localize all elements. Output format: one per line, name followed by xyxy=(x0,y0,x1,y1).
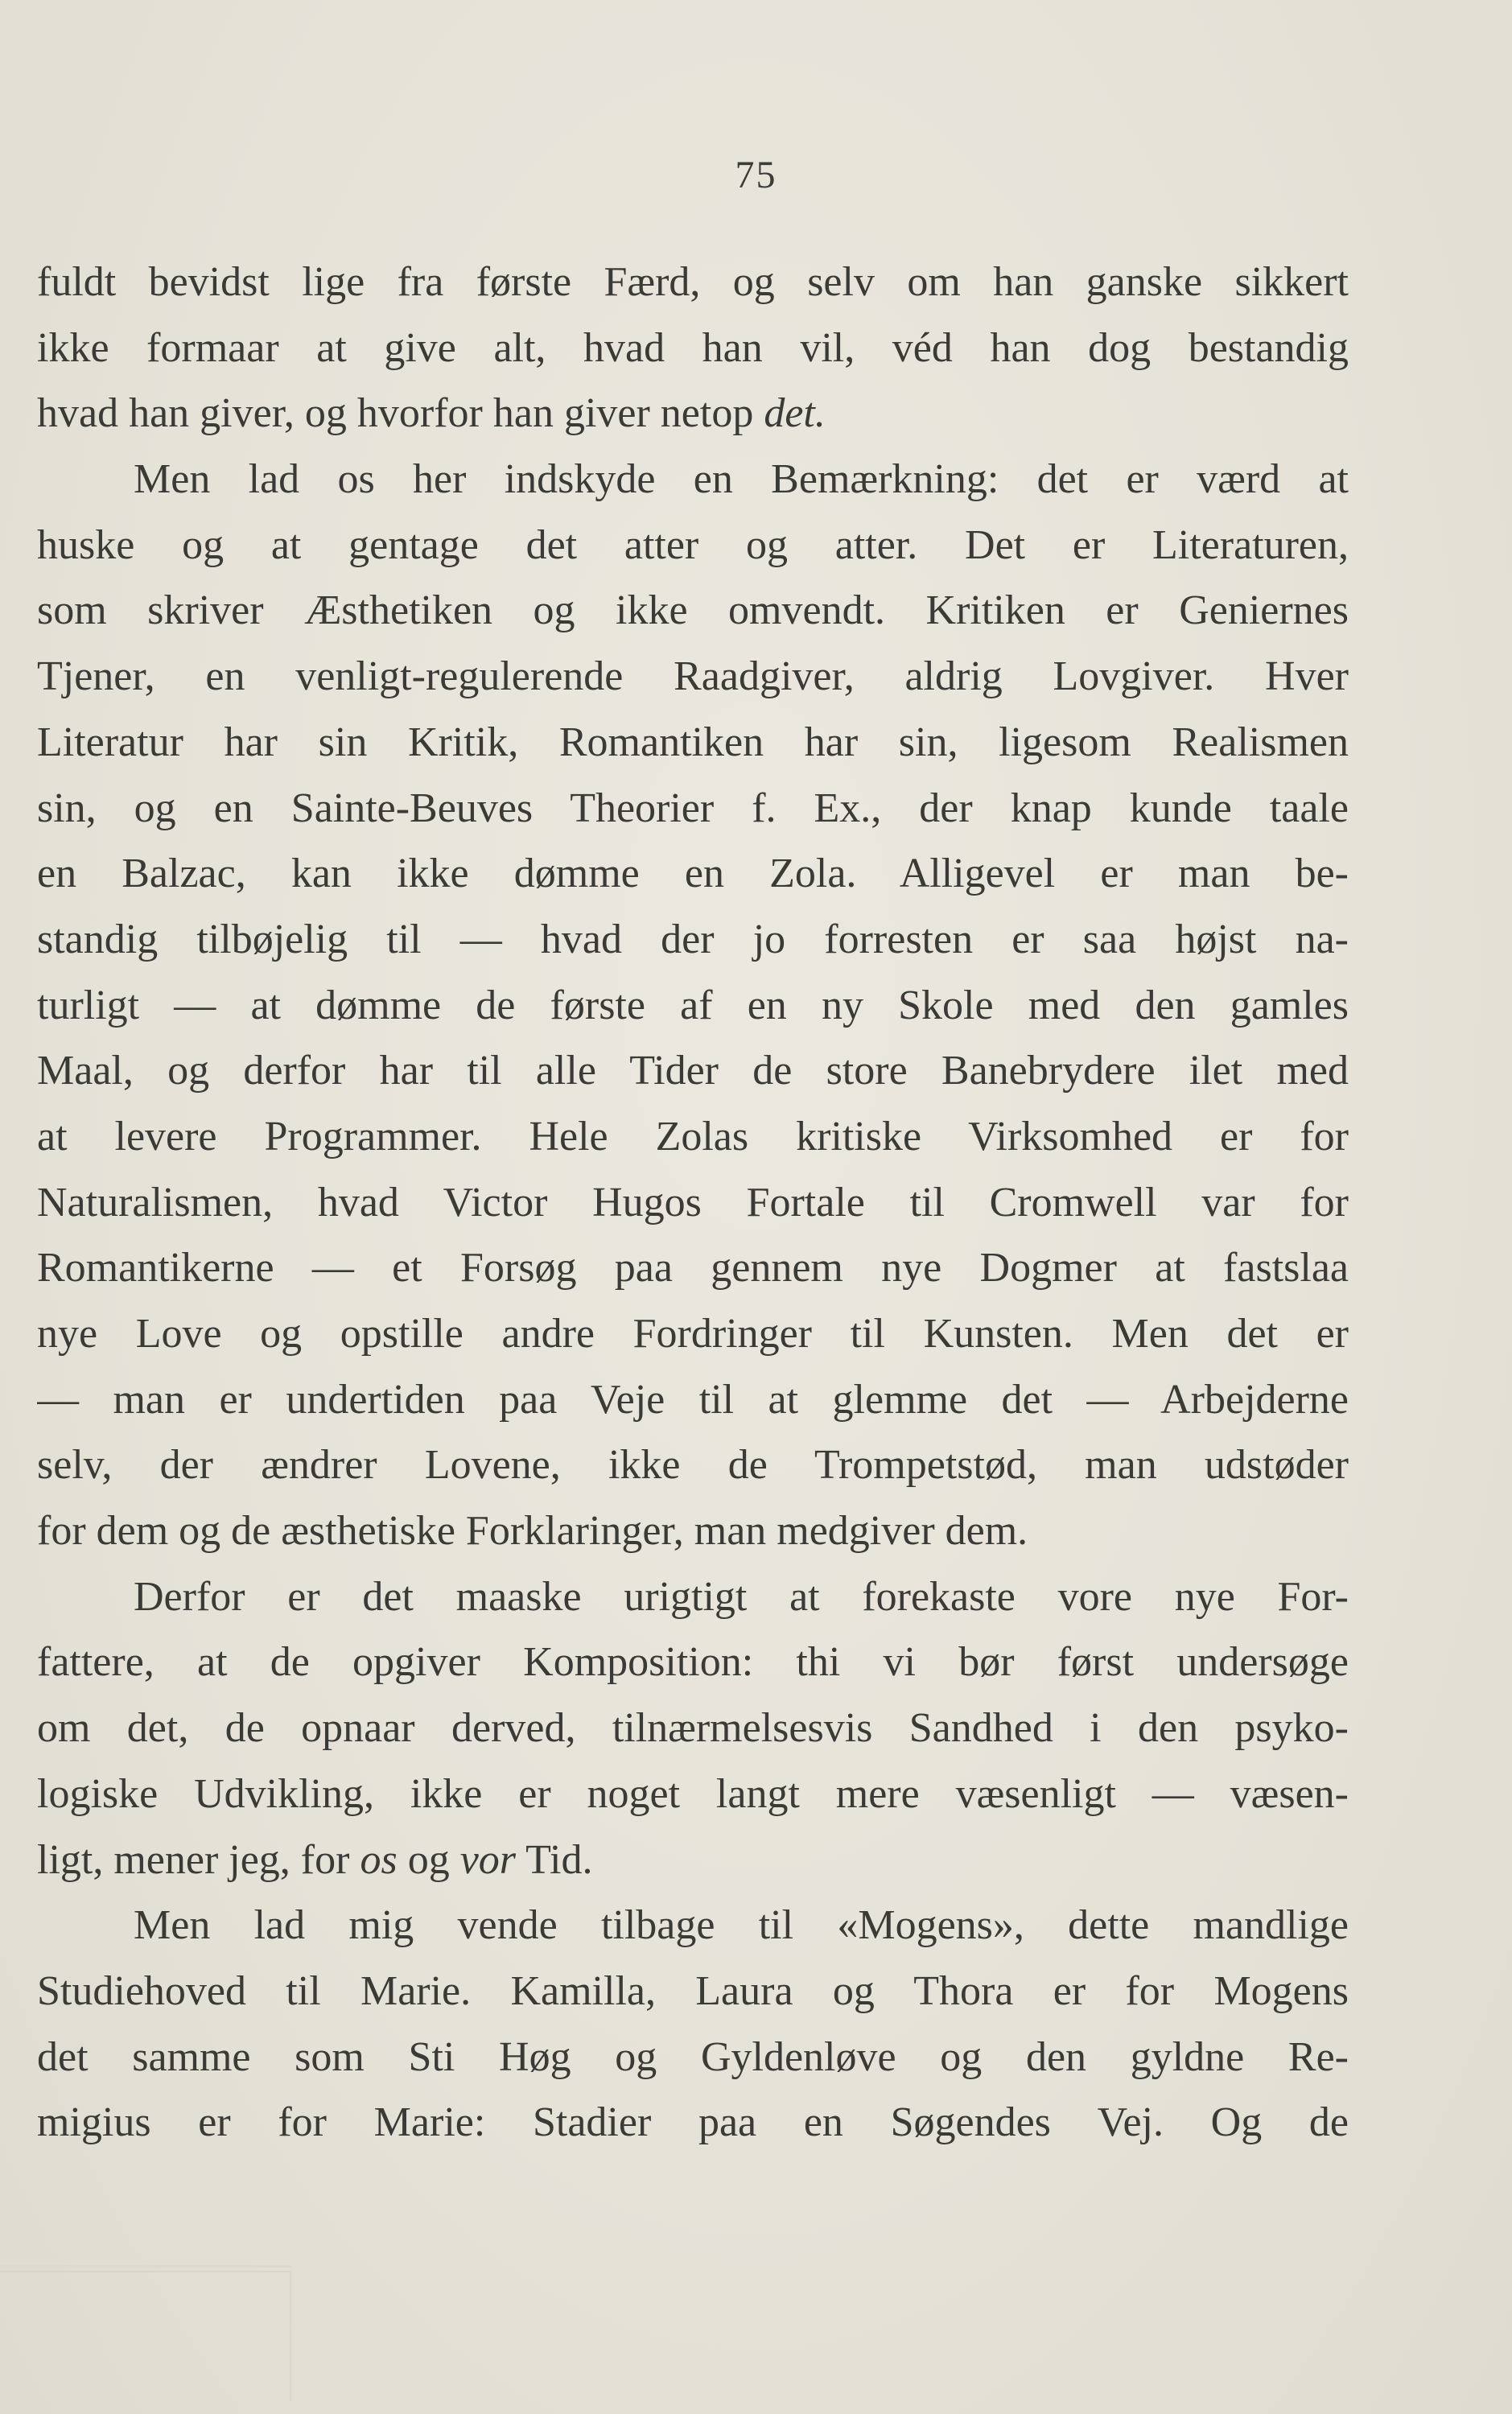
text-line xyxy=(37,1170,1349,1236)
text-segment: hvad han giver, og hvorfor han giver netop xyxy=(37,390,764,437)
text-segment: — man er undertiden paa Veje til at glemme det — Arbejderne xyxy=(37,1376,1349,1423)
text-segment: standig tilbøjelig til — hvad der jo forresten er saa højst na- xyxy=(37,916,1349,962)
text-segment: Tjener, en venligt-regulerende Raadgiver, aldrig Lovgiver. Hver xyxy=(37,653,1349,700)
text-segment: en Balzac, kan ikke dømme en Zola. Alligevel er man be- xyxy=(37,851,1349,897)
text-segment: Naturalismen, hvad Victor Hugos Fortale til Cromwell var for xyxy=(37,1179,1349,1226)
text-line xyxy=(37,2090,1349,2156)
text-segment: og xyxy=(397,1836,460,1883)
text-segment: Men lad os her indskyde en Bemærkning: det er værd at xyxy=(134,456,1349,503)
text-line xyxy=(37,578,1349,644)
text-segment: migius er for Marie: Stadier paa en Søgendes Vej. Og de xyxy=(37,2099,1349,2146)
text-line xyxy=(37,1038,1349,1104)
text-line xyxy=(37,973,1349,1039)
text-line xyxy=(37,315,1349,381)
text-line xyxy=(37,513,1349,579)
text-segment: fattere, at de opgiver Komposition: thi vi bør først undersøge xyxy=(37,1639,1349,1686)
text-segment: for dem og de æsthetiske Forklaringer, man medgiver dem. xyxy=(37,1508,1028,1555)
text-line xyxy=(37,1629,1349,1695)
text-segment: nye Love og opstille andre Fordringer til Kunsten. Men det er xyxy=(37,1311,1349,1357)
text-segment: sin, og en Sainte-Beuves Theorier f. Ex., der knap kunde taale xyxy=(37,785,1349,831)
text-line xyxy=(37,249,1349,315)
text-line xyxy=(37,1498,1349,1564)
text-line xyxy=(37,776,1349,842)
text-line xyxy=(37,381,1349,447)
text-line xyxy=(37,841,1349,907)
text-line xyxy=(37,1893,1349,1959)
text-line xyxy=(37,1959,1349,2025)
text-line xyxy=(37,1367,1349,1433)
text-line xyxy=(37,644,1349,710)
text-segment: som skriver Æsthetiken og ikke omvendt. Kritiken er Geniernes xyxy=(37,587,1349,634)
text-line xyxy=(37,1432,1349,1498)
text-segment: ligt, mener jeg, for xyxy=(37,1836,360,1883)
text-line xyxy=(37,1564,1349,1630)
text-line xyxy=(37,710,1349,776)
text-line xyxy=(37,1695,1349,1761)
text-line xyxy=(37,1301,1349,1367)
text-segment: Studiehoved til Marie. Kamilla, Laura og Thora er for Mogens xyxy=(37,1967,1349,2014)
text-line xyxy=(37,2025,1349,2091)
text-segment: Men lad mig vende tilbage til «Mogens», dette mandlige xyxy=(134,1902,1349,1949)
text-line xyxy=(37,1104,1349,1170)
text-line xyxy=(37,1827,1349,1893)
text-line xyxy=(37,907,1349,973)
text-segment: Tid. xyxy=(516,1836,593,1883)
italic-segment: vor xyxy=(459,1836,517,1883)
scan-edge-mark xyxy=(0,2265,291,2268)
text-segment: fuldt bevidst lige fra første Færd, og selv om han ganske sikkert xyxy=(37,259,1349,305)
italic-segment: os xyxy=(360,1836,398,1883)
text-segment: Literatur har sin Kritik, Romantiken har sin, ligesom Realismen xyxy=(37,719,1349,765)
text-segment: huske og at gentage det atter og atter. Det er Literaturen, xyxy=(37,521,1349,568)
body-text xyxy=(37,249,1349,2156)
text-segment: det samme som Sti Høg og Gyldenløve og den gyldne Re- xyxy=(37,2033,1349,2080)
text-line xyxy=(37,1235,1349,1301)
text-segment: Maal, og derfor har til alle Tider de store Banebrydere ilet med xyxy=(37,1048,1349,1094)
text-line xyxy=(37,1761,1349,1827)
text-segment: ikke formaar at give alt, hvad han vil, véd han dog bestandig xyxy=(37,324,1349,371)
page-number: 75 xyxy=(735,154,777,196)
text-line xyxy=(37,447,1349,513)
text-segment: Romantikerne — et Forsøg paa gennem nye Dogmer at fastslaa xyxy=(37,1245,1349,1291)
text-segment: logiske Udvikling, ikke er noget langt mere væsenligt — væsen- xyxy=(37,1770,1349,1817)
text-segment: turligt — at dømme de første af en ny Skole med den gamles xyxy=(37,982,1349,1028)
text-segment: at levere Programmer. Hele Zolas kritiske Virksomhed er for xyxy=(37,1113,1349,1160)
scan-corner-mark xyxy=(0,2271,291,2401)
text-segment: Derfor er det maaske urigtigt at forekaste vore nye For- xyxy=(134,1573,1349,1620)
text-segment: om det, de opnaar derved, tilnærmelsesvis Sandhed i den psyko- xyxy=(37,1705,1349,1752)
italic-segment: det. xyxy=(764,390,826,437)
text-segment: selv, der ændrer Lovene, ikke de Trompetstød, man udstøder xyxy=(37,1442,1349,1489)
